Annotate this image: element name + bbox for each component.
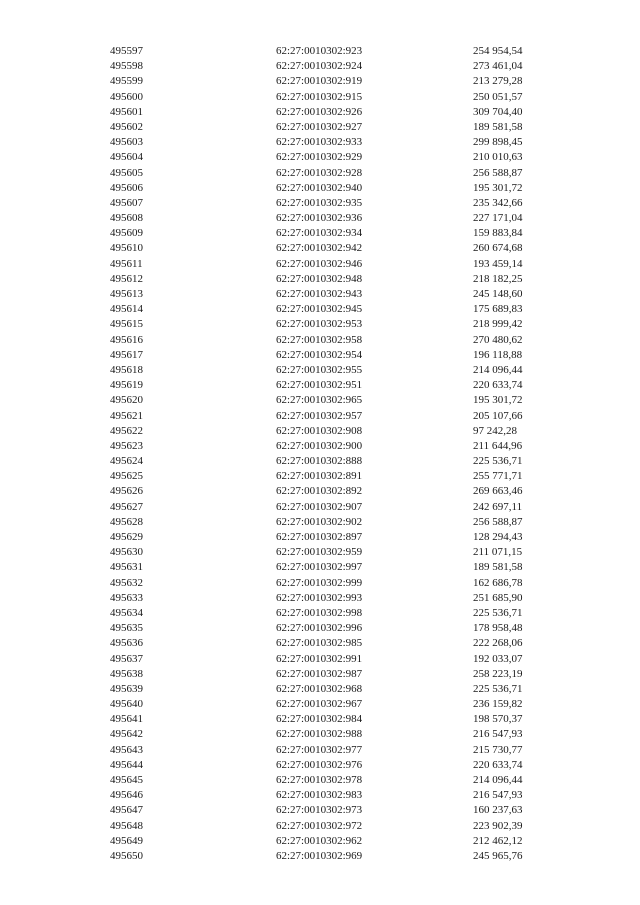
cadastral-number: 62:27:0010302:983 bbox=[276, 789, 363, 802]
cadastral-number: 62:27:0010302:902 bbox=[276, 515, 363, 528]
cadastral-number: 62:27:0010302:976 bbox=[276, 758, 363, 771]
cadastral-number: 62:27:0010302:940 bbox=[276, 181, 363, 194]
cadastral-value: 160 237,63 bbox=[473, 804, 523, 817]
cadastral-number: 62:27:0010302:888 bbox=[276, 455, 363, 468]
cadastral-value: 258 223,19 bbox=[473, 667, 523, 680]
row-number: 495620 bbox=[110, 394, 143, 407]
cadastral-number: 62:27:0010302:927 bbox=[276, 120, 363, 133]
row-number: 495626 bbox=[110, 485, 143, 498]
table-row bbox=[0, 196, 640, 211]
row-number: 495643 bbox=[110, 743, 143, 756]
table-row bbox=[0, 393, 640, 408]
row-number: 495612 bbox=[110, 272, 143, 285]
cadastral-number: 62:27:0010302:957 bbox=[276, 409, 363, 422]
cadastral-number: 62:27:0010302:962 bbox=[276, 834, 363, 847]
table-row bbox=[0, 576, 640, 591]
table-row bbox=[0, 302, 640, 317]
cadastral-number: 62:27:0010302:978 bbox=[276, 774, 363, 786]
cadastral-value: 227 171,04 bbox=[473, 212, 523, 225]
table-row bbox=[0, 90, 640, 105]
cadastral-number: 62:27:0010302:892 bbox=[276, 485, 363, 498]
table-row bbox=[0, 697, 640, 712]
table-row bbox=[0, 105, 640, 120]
row-number: 495602 bbox=[110, 120, 143, 133]
table-row bbox=[0, 333, 640, 348]
table-row bbox=[0, 135, 640, 150]
row-number: 495642 bbox=[110, 728, 143, 741]
cadastral-number: 62:27:0010302:943 bbox=[276, 288, 363, 300]
cadastral-value: 214 096,44 bbox=[473, 774, 523, 786]
row-number: 495621 bbox=[110, 409, 143, 422]
cadastral-number: 62:27:0010302:924 bbox=[276, 60, 363, 73]
cadastral-number: 62:27:0010302:985 bbox=[276, 637, 363, 650]
table-row bbox=[0, 530, 640, 545]
cadastral-value: 225 536,71 bbox=[473, 455, 523, 468]
cadastral-number: 62:27:0010302:955 bbox=[276, 363, 363, 376]
table-row bbox=[0, 424, 640, 439]
table-row bbox=[0, 439, 640, 454]
cadastral-value: 223 902,39 bbox=[473, 819, 523, 832]
table-row bbox=[0, 484, 640, 499]
cadastral-value: 269 663,46 bbox=[473, 485, 523, 498]
cadastral-value: 225 536,71 bbox=[473, 682, 523, 695]
table-row bbox=[0, 834, 640, 849]
table-row bbox=[0, 257, 640, 272]
row-number: 495598 bbox=[110, 60, 143, 73]
row-number: 495623 bbox=[110, 439, 143, 452]
row-number: 495606 bbox=[110, 181, 143, 194]
table-row bbox=[0, 788, 640, 803]
table-row bbox=[0, 287, 640, 302]
table-row bbox=[0, 545, 640, 560]
table-row bbox=[0, 348, 640, 363]
cadastral-number: 62:27:0010302:946 bbox=[276, 257, 363, 270]
cadastral-number: 62:27:0010302:926 bbox=[276, 105, 363, 118]
table-row bbox=[0, 819, 640, 834]
cadastral-number: 62:27:0010302:951 bbox=[276, 379, 363, 392]
table-row bbox=[0, 181, 640, 196]
table-row bbox=[0, 758, 640, 773]
cadastral-number: 62:27:0010302:907 bbox=[276, 500, 363, 513]
row-number: 495637 bbox=[110, 652, 143, 665]
cadastral-number: 62:27:0010302:900 bbox=[276, 439, 363, 452]
cadastral-number: 62:27:0010302:969 bbox=[276, 849, 363, 862]
table-row bbox=[0, 166, 640, 181]
cadastral-number: 62:27:0010302:977 bbox=[276, 743, 363, 756]
table-row bbox=[0, 226, 640, 241]
cadastral-value: 211 071,15 bbox=[473, 546, 523, 559]
cadastral-value: 218 999,42 bbox=[473, 318, 523, 331]
cadastral-value: 270 480,62 bbox=[473, 333, 523, 346]
row-number: 495618 bbox=[110, 363, 143, 376]
row-number: 495613 bbox=[110, 288, 143, 300]
cadastral-value: 254 954,54 bbox=[473, 45, 523, 57]
row-number: 495639 bbox=[110, 682, 143, 695]
cadastral-number: 62:27:0010302:923 bbox=[276, 45, 363, 57]
cadastral-number: 62:27:0010302:991 bbox=[276, 652, 363, 665]
row-number: 495624 bbox=[110, 455, 143, 468]
cadastral-number: 62:27:0010302:929 bbox=[276, 151, 363, 164]
table-row bbox=[0, 712, 640, 727]
table-row bbox=[0, 560, 640, 575]
cadastral-value: 309 704,40 bbox=[473, 105, 523, 118]
cadastral-value: 175 689,83 bbox=[473, 303, 523, 316]
cadastral-value: 214 096,44 bbox=[473, 363, 523, 376]
row-number: 495627 bbox=[110, 500, 143, 513]
cadastral-value: 159 883,84 bbox=[473, 227, 523, 240]
cadastral-value: 213 279,28 bbox=[473, 75, 523, 88]
cadastral-value: 128 294,43 bbox=[473, 531, 523, 543]
row-number: 495616 bbox=[110, 333, 143, 346]
row-number: 495633 bbox=[110, 591, 143, 604]
cadastral-number: 62:27:0010302:988 bbox=[276, 728, 363, 741]
cadastral-value: 220 633,74 bbox=[473, 758, 523, 771]
cadastral-number: 62:27:0010302:919 bbox=[276, 75, 363, 88]
cadastral-value: 218 182,25 bbox=[473, 272, 523, 285]
cadastral-value: 220 633,74 bbox=[473, 379, 523, 392]
table-row bbox=[0, 272, 640, 287]
row-number: 495640 bbox=[110, 698, 143, 711]
row-number: 495600 bbox=[110, 90, 143, 103]
table-row bbox=[0, 211, 640, 226]
cadastral-number: 62:27:0010302:945 bbox=[276, 303, 363, 316]
cadastral-number: 62:27:0010302:998 bbox=[276, 606, 363, 619]
row-number: 495609 bbox=[110, 227, 143, 240]
table-row bbox=[0, 636, 640, 651]
cadastral-value: 162 686,78 bbox=[473, 576, 523, 589]
cadastral-value: 196 118,88 bbox=[473, 348, 523, 361]
table-row bbox=[0, 469, 640, 484]
row-number: 495611 bbox=[110, 257, 143, 270]
cadastral-value: 235 342,66 bbox=[473, 196, 523, 209]
row-number: 495647 bbox=[110, 804, 143, 817]
table-row bbox=[0, 363, 640, 378]
cadastral-number: 62:27:0010302:972 bbox=[276, 819, 363, 832]
cadastral-number: 62:27:0010302:993 bbox=[276, 591, 363, 604]
cadastral-value: 212 462,12 bbox=[473, 834, 523, 847]
cadastral-value: 178 958,48 bbox=[473, 622, 523, 635]
row-number: 495628 bbox=[110, 515, 143, 528]
table-row bbox=[0, 150, 640, 165]
cadastral-value: 189 581,58 bbox=[473, 561, 523, 574]
cadastral-value: 260 674,68 bbox=[473, 242, 523, 255]
row-number: 495617 bbox=[110, 348, 143, 361]
table-row bbox=[0, 682, 640, 697]
row-number: 495641 bbox=[110, 713, 143, 726]
data-table bbox=[0, 44, 640, 864]
cadastral-number: 62:27:0010302:959 bbox=[276, 546, 363, 559]
cadastral-number: 62:27:0010302:973 bbox=[276, 804, 363, 817]
row-number: 495607 bbox=[110, 196, 143, 209]
cadastral-number: 62:27:0010302:997 bbox=[276, 561, 363, 574]
table-row bbox=[0, 500, 640, 515]
cadastral-value: 215 730,77 bbox=[473, 743, 523, 756]
row-number: 495630 bbox=[110, 546, 143, 559]
cadastral-value: 256 588,87 bbox=[473, 515, 523, 528]
row-number: 495619 bbox=[110, 379, 143, 392]
cadastral-value: 299 898,45 bbox=[473, 136, 523, 149]
table-row bbox=[0, 727, 640, 742]
cadastral-number: 62:27:0010302:987 bbox=[276, 667, 363, 680]
row-number: 495631 bbox=[110, 561, 143, 574]
cadastral-value: 192 033,07 bbox=[473, 652, 523, 665]
row-number: 495608 bbox=[110, 212, 143, 225]
cadastral-number: 62:27:0010302:935 bbox=[276, 196, 363, 209]
cadastral-value: 189 581,58 bbox=[473, 120, 523, 133]
row-number: 495601 bbox=[110, 105, 143, 118]
table-row bbox=[0, 74, 640, 89]
row-number: 495604 bbox=[110, 151, 143, 164]
cadastral-number: 62:27:0010302:936 bbox=[276, 212, 363, 225]
table-row bbox=[0, 667, 640, 682]
cadastral-value: 195 301,72 bbox=[473, 181, 523, 194]
table-row bbox=[0, 606, 640, 621]
table-row bbox=[0, 241, 640, 256]
row-number: 495632 bbox=[110, 576, 143, 589]
cadastral-number: 62:27:0010302:934 bbox=[276, 227, 363, 240]
cadastral-value: 255 771,71 bbox=[473, 470, 523, 483]
table-row bbox=[0, 621, 640, 636]
cadastral-number: 62:27:0010302:891 bbox=[276, 470, 363, 483]
row-number: 495599 bbox=[110, 75, 143, 88]
cadastral-value: 236 159,82 bbox=[473, 698, 523, 711]
cadastral-number: 62:27:0010302:967 bbox=[276, 698, 363, 711]
cadastral-value: 97 242,28 bbox=[473, 424, 517, 437]
cadastral-value: 242 697,11 bbox=[473, 500, 523, 513]
row-number: 495644 bbox=[110, 758, 143, 771]
row-number: 495634 bbox=[110, 606, 143, 619]
cadastral-value: 211 644,96 bbox=[473, 439, 523, 452]
table-row bbox=[0, 44, 640, 59]
cadastral-value: 216 547,93 bbox=[473, 728, 523, 741]
cadastral-number: 62:27:0010302:968 bbox=[276, 682, 363, 695]
cadastral-value: 250 051,57 bbox=[473, 90, 523, 103]
row-number: 495645 bbox=[110, 774, 143, 786]
cadastral-value: 216 547,93 bbox=[473, 789, 523, 802]
row-number: 495614 bbox=[110, 303, 143, 316]
cadastral-value: 222 268,06 bbox=[473, 637, 523, 650]
table-row bbox=[0, 59, 640, 74]
row-number: 495610 bbox=[110, 242, 143, 255]
table-row bbox=[0, 515, 640, 530]
table-row bbox=[0, 591, 640, 606]
cadastral-number: 62:27:0010302:954 bbox=[276, 348, 363, 361]
cadastral-value: 198 570,37 bbox=[473, 713, 523, 726]
table-row bbox=[0, 652, 640, 667]
cadastral-number: 62:27:0010302:915 bbox=[276, 90, 363, 103]
cadastral-value: 195 301,72 bbox=[473, 394, 523, 407]
row-number: 495650 bbox=[110, 849, 143, 862]
table-row bbox=[0, 378, 640, 393]
cadastral-value: 210 010,63 bbox=[473, 151, 523, 164]
row-number: 495635 bbox=[110, 622, 143, 635]
cadastral-number: 62:27:0010302:965 bbox=[276, 394, 363, 407]
table-row bbox=[0, 743, 640, 758]
table-row bbox=[0, 120, 640, 135]
row-number: 495603 bbox=[110, 136, 143, 149]
cadastral-number: 62:27:0010302:928 bbox=[276, 166, 363, 179]
cadastral-number: 62:27:0010302:933 bbox=[276, 136, 363, 149]
cadastral-value: 193 459,14 bbox=[473, 257, 523, 270]
cadastral-value: 273 461,04 bbox=[473, 60, 523, 73]
cadastral-number: 62:27:0010302:953 bbox=[276, 318, 363, 331]
cadastral-number: 62:27:0010302:948 bbox=[276, 272, 363, 285]
row-number: 495629 bbox=[110, 531, 143, 543]
cadastral-number: 62:27:0010302:942 bbox=[276, 242, 363, 255]
table-row bbox=[0, 454, 640, 469]
row-number: 495636 bbox=[110, 637, 143, 650]
cadastral-value: 225 536,71 bbox=[473, 606, 523, 619]
table-row bbox=[0, 849, 640, 864]
cadastral-number: 62:27:0010302:984 bbox=[276, 713, 363, 726]
row-number: 495622 bbox=[110, 424, 143, 437]
cadastral-number: 62:27:0010302:897 bbox=[276, 531, 363, 543]
table-row bbox=[0, 317, 640, 332]
row-number: 495646 bbox=[110, 789, 143, 802]
cadastral-number: 62:27:0010302:999 bbox=[276, 576, 363, 589]
cadastral-value: 205 107,66 bbox=[473, 409, 523, 422]
table-row bbox=[0, 773, 640, 788]
cadastral-number: 62:27:0010302:908 bbox=[276, 424, 363, 437]
row-number: 495597 bbox=[110, 45, 143, 57]
cadastral-value: 245 965,76 bbox=[473, 849, 523, 862]
row-number: 495615 bbox=[110, 318, 143, 331]
cadastral-number: 62:27:0010302:958 bbox=[276, 333, 363, 346]
cadastral-value: 256 588,87 bbox=[473, 166, 523, 179]
table-row bbox=[0, 409, 640, 424]
row-number: 495649 bbox=[110, 834, 143, 847]
cadastral-number: 62:27:0010302:996 bbox=[276, 622, 363, 635]
table-row bbox=[0, 803, 640, 818]
cadastral-value: 251 685,90 bbox=[473, 591, 523, 604]
cadastral-value: 245 148,60 bbox=[473, 288, 523, 300]
row-number: 495625 bbox=[110, 470, 143, 483]
row-number: 495648 bbox=[110, 819, 143, 832]
row-number: 495605 bbox=[110, 166, 143, 179]
row-number: 495638 bbox=[110, 667, 143, 680]
